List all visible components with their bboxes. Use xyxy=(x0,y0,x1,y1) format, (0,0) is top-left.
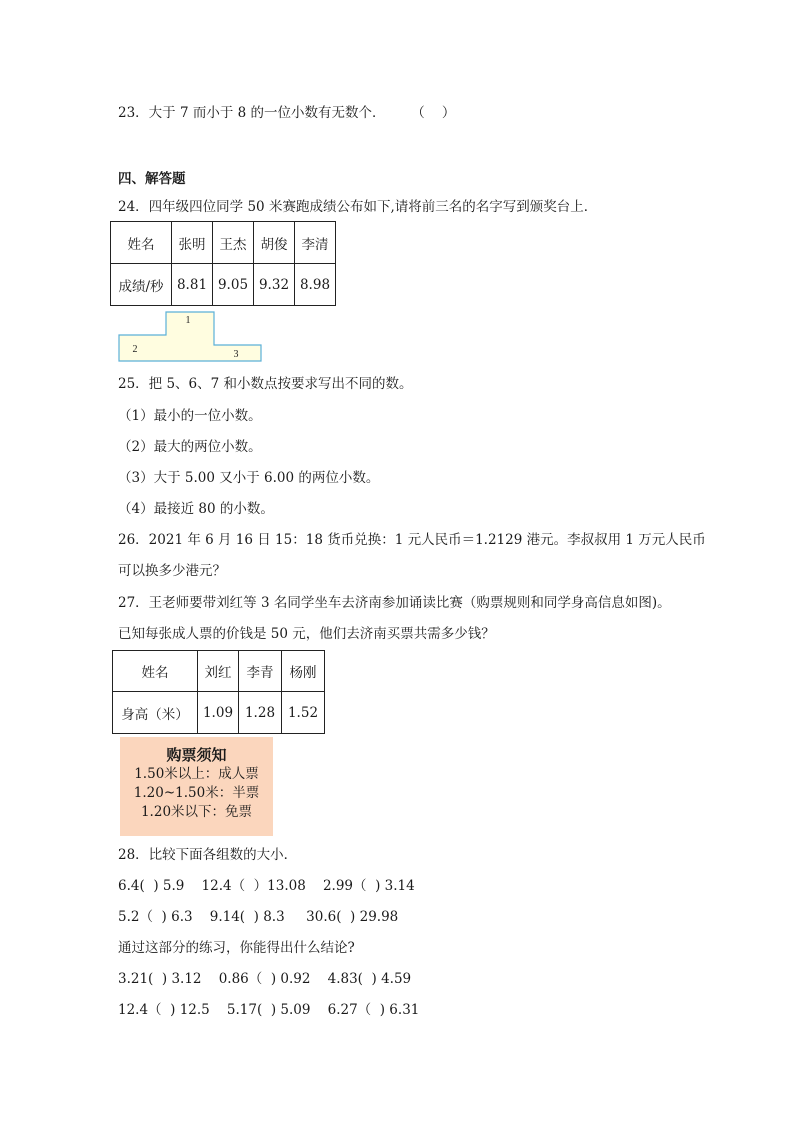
podium-label-1: 1 xyxy=(185,315,191,326)
table-cell: 李清 xyxy=(295,222,336,264)
table-cell: 王杰 xyxy=(213,222,254,264)
table-cell: 8.98 xyxy=(295,264,336,306)
table-row xyxy=(113,651,325,692)
question-23: 23．大于 7 而小于 8 的一位小数有无数个． （ ） xyxy=(118,105,456,121)
ticket-notice xyxy=(120,737,273,836)
question-28: 28．比较下面各组数的大小． xyxy=(118,847,298,863)
question-25-item: （1）最小的一位小数。 xyxy=(118,408,262,424)
comparison-row: 3.21( ) 3.12 0.86（ ) 0.92 4.83( ) 4.59 xyxy=(118,971,412,987)
table-row xyxy=(111,222,336,264)
table-cell: 1.52 xyxy=(282,692,325,734)
table-cell: 9.05 xyxy=(213,264,254,306)
podium-label-2: 2 xyxy=(132,344,138,355)
question-25: 25．把 5、6、7 和小数点按要求写出不同的数。 xyxy=(118,376,413,392)
question-25-item: （2）最大的两位小数。 xyxy=(118,439,262,455)
award-podium xyxy=(118,311,264,363)
question-25-item: （4）最接近 80 的小数。 xyxy=(118,501,274,517)
comparison-row: 12.4（ ) 12.5 5.17( ) 5.09 6.27（ ) 6.31 xyxy=(118,1002,420,1018)
question-26-cont: 可以换多少港元？ xyxy=(118,563,226,579)
podium-label-3: 3 xyxy=(233,349,239,360)
table-cell: 李青 xyxy=(239,651,282,692)
question-26: 26．2021 年 6 月 16 日 15：18 货币兑换：1 元人民币＝1.2129 港元。李叔叔用 1 万元人民币 xyxy=(118,532,706,548)
table-cell: 1.28 xyxy=(239,692,282,734)
notice-item: 1.20~1.50米：半票 xyxy=(133,785,260,801)
table-cell: 胡俊 xyxy=(254,222,295,264)
height-table xyxy=(112,650,325,734)
table-row xyxy=(113,692,325,734)
table-cell: 姓名 xyxy=(113,651,198,692)
race-results-table xyxy=(110,221,336,306)
comparison-row: 5.2（ ) 6.3 9.14( ) 8.3 30.6( ) 29.98 xyxy=(118,909,399,925)
question-25-item: （3）大于 5.00 又小于 6.00 的两位小数。 xyxy=(118,470,380,486)
question-27: 27．王老师要带刘红等 3 名同学坐车去济南参加诵读比赛（购票规则和同学身高信息如图)。 xyxy=(118,595,671,611)
notice-item: 1.50米以上：成人票 xyxy=(134,766,259,782)
notice-title: 购票须知 xyxy=(166,746,227,764)
table-cell: 姓名 xyxy=(111,222,172,264)
table-cell: 张明 xyxy=(172,222,213,264)
table-cell: 身高（米） xyxy=(113,692,198,734)
table-cell: 8.81 xyxy=(172,264,213,306)
table-cell: 9.32 xyxy=(254,264,295,306)
question-24: 24．四年级四位同学 50 米赛跑成绩公布如下,请将前三名的名字写到颁奖台上． xyxy=(118,199,598,215)
table-cell: 1.09 xyxy=(198,692,239,734)
table-cell: 刘红 xyxy=(198,651,239,692)
notice-item: 1.20米以下：免票 xyxy=(140,804,253,820)
comparison-row: 6.4( ) 5.9 12.4（ ）13.08 2.99（ ) 3.14 xyxy=(118,878,415,894)
table-cell: 成绩/秒 xyxy=(111,264,172,306)
section-heading: 四、解答题 xyxy=(118,171,186,187)
conclusion-question: 通过这部分的练习，你能得出什么结论? xyxy=(118,940,355,956)
table-row xyxy=(111,264,336,306)
question-27-cont: 已知每张成人票的价钱是 50 元，他们去济南买票共需多少钱？ xyxy=(118,626,495,642)
table-cell: 杨刚 xyxy=(282,651,325,692)
